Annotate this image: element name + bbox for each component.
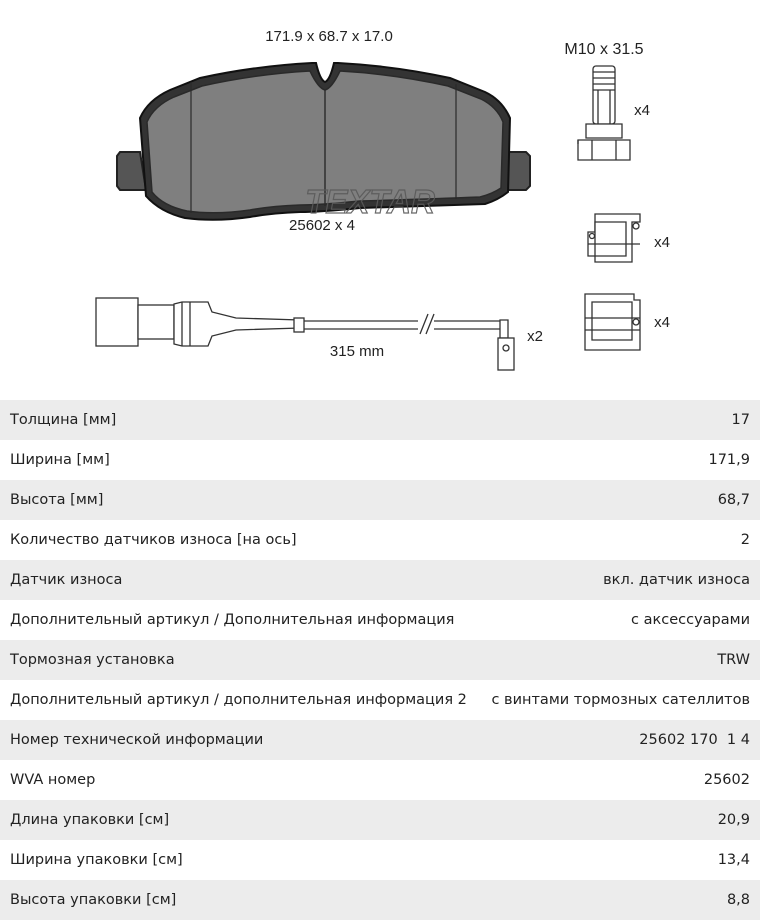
spec-row (0, 560, 760, 600)
spec-row (0, 640, 760, 680)
bolt-size-label: M10 x 31.5 (564, 41, 644, 58)
spec-value: с аксессуарами (631, 612, 750, 628)
brand-watermark-logo: TEXTAR (305, 183, 435, 220)
clip-2-drawing (585, 294, 640, 350)
spec-label: Высота упаковки [см] (10, 892, 177, 908)
spec-label: WVA номер (10, 772, 96, 788)
spec-value: 68,7 (717, 492, 750, 508)
spec-value: 25602 (703, 772, 750, 788)
spec-value: 25602 170 1 4 (639, 732, 750, 748)
bolt-drawing (578, 66, 630, 160)
spec-row (0, 520, 760, 560)
spec-row (0, 480, 760, 520)
spec-row (0, 840, 760, 880)
spec-row (0, 400, 760, 440)
spec-label: Ширина упаковки [см] (10, 852, 183, 868)
spec-value: вкл. датчик износа (603, 572, 750, 588)
spec-label: Толщина [мм] (10, 412, 117, 428)
pad-quantity-label: 25602 x 4 (289, 217, 355, 234)
spec-label: Высота [мм] (10, 492, 104, 508)
spec-row (0, 880, 760, 920)
spec-label: Дополнительный артикул / Дополнительная информация (10, 612, 455, 628)
spec-label: Тормозная установка (10, 652, 175, 668)
sensor-length-label: 315 mm (329, 343, 385, 360)
dimensions-label: 171.9 x 68.7 x 17.0 (265, 28, 393, 45)
spec-value: 171,9 (708, 452, 750, 468)
spec-label: Ширина [мм] (10, 452, 110, 468)
spec-value: 17 (731, 412, 750, 428)
clip-1-quantity-label: x4 (654, 234, 670, 251)
spec-row (0, 600, 760, 640)
product-drawing (0, 0, 760, 400)
sensor-quantity-label: x2 (527, 328, 543, 345)
spec-value: 8,8 (726, 892, 750, 908)
spec-label: Номер технической информации (10, 732, 264, 748)
spec-value: TRW (717, 652, 750, 668)
bolt-quantity-label: x4 (634, 102, 650, 119)
spec-label: Количество датчиков износа [на ось] (10, 532, 297, 548)
spec-value: 20,9 (717, 812, 750, 828)
clip-1-drawing (588, 214, 640, 262)
spec-row (0, 760, 760, 800)
spec-row (0, 720, 760, 760)
spec-row (0, 440, 760, 480)
wear-sensor-drawing (96, 298, 514, 370)
spec-value: 2 (740, 532, 750, 548)
spec-row (0, 800, 760, 840)
spec-value: с винтами тормозных сателлитов (491, 692, 750, 708)
spec-label: Датчик износа (10, 572, 123, 588)
brake-pad-drawing (117, 63, 530, 220)
brake-pad-set-drawing (0, 0, 760, 400)
spec-value: 13,4 (717, 852, 750, 868)
clip-2-quantity-label: x4 (654, 314, 670, 331)
spec-row (0, 680, 760, 720)
spec-label: Дополнительный артикул / дополнительная информация 2 (10, 692, 467, 708)
spec-label: Длина упаковки [см] (10, 812, 170, 828)
specifications-table (0, 400, 760, 920)
